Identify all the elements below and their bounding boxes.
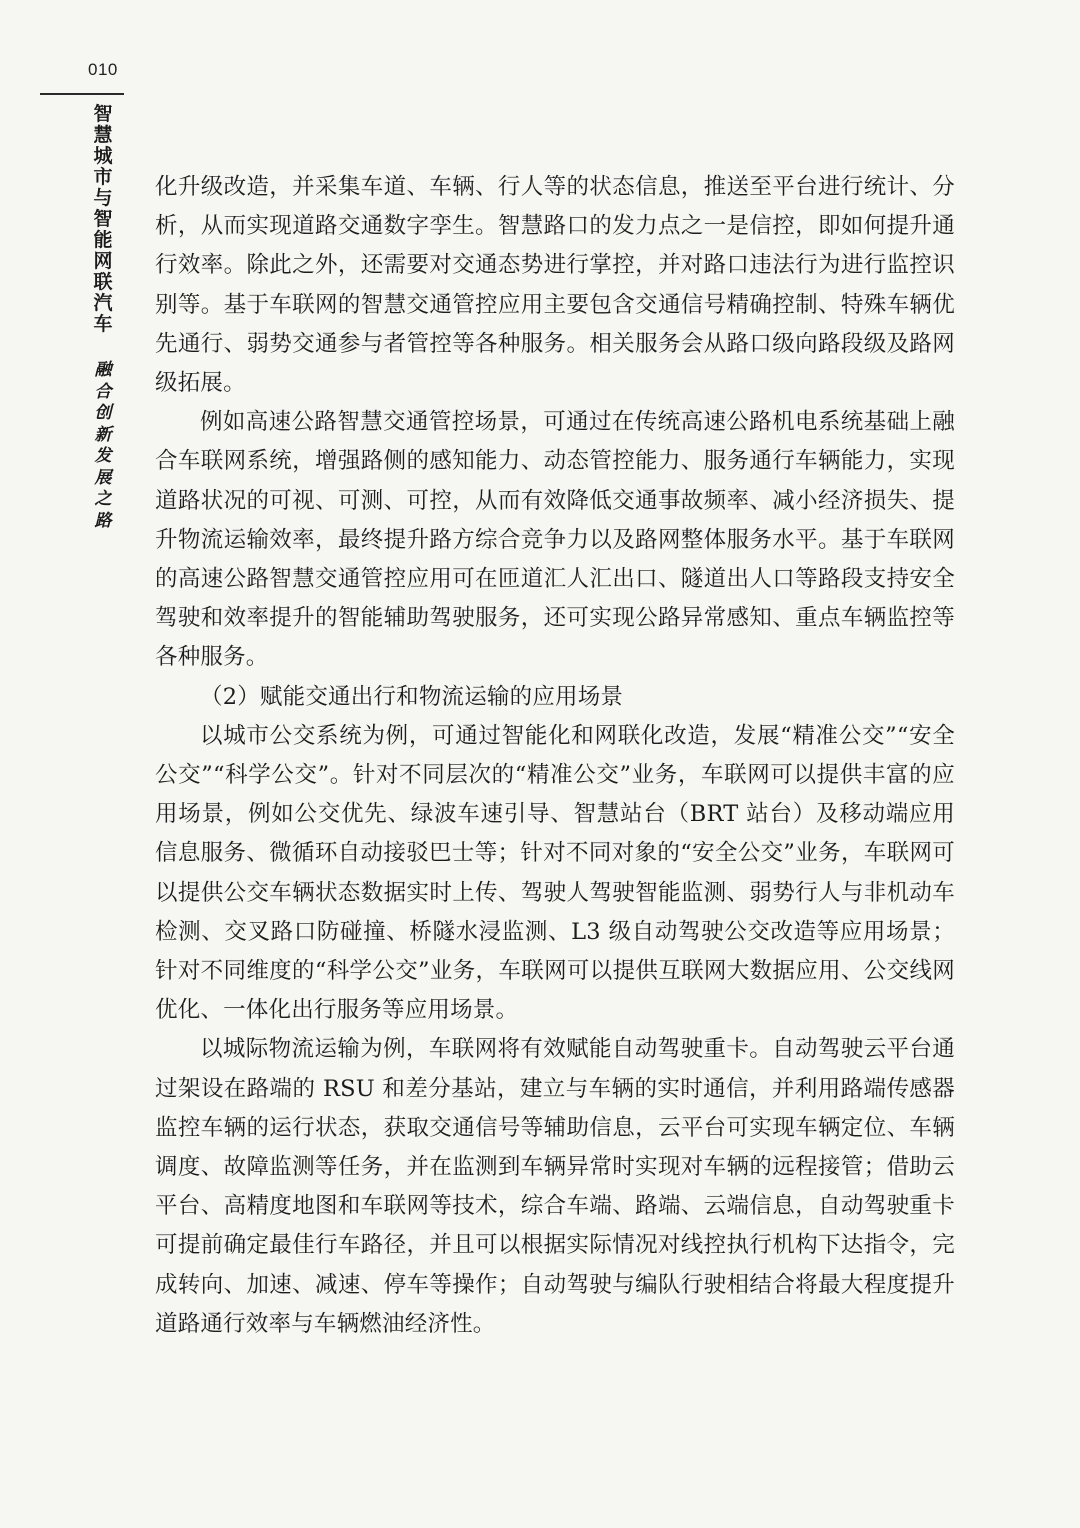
running-title: 智 慧 城 市 与 智 能 网 联 汽 车 xyxy=(93,103,113,335)
paragraph: 以城际物流运输为例，车联网将有效赋能自动驾驶重卡。自动驾驶云平台通过架设在路端的 RSU 和差分基站，建立与车辆的实时通信，并利用路端传感器监控车辆的运行状态，获取交通信号等辅助信息，云平台可实现车辆定位、车辆调度、故障监测等任务，并在监测到车辆异常时实现对车辆的远程接管；借助云平台、高精度地图和车联网等技术，综合车端、路端、云端信息，自动驾驶重卡可提前确定最佳行车路径，并且可以根据实际情况对线控执行机构下达指令，完成转向、加速、减速、停车等操作；自动驾驶与编队行驶相结合将最大程度提升道路通行效率与车辆燃油经济性。 xyxy=(155,1036,955,1337)
paragraph: 以城市公交系统为例，可通过智能化和网联化改造，发展“精准公交”“安全公交”“科学公交”。针对不同层次的“精准公交”业务，车联网可以提供丰富的应用场景，例如公交优先、绿波车速引导、智慧站台（BRT 站台）及移动端应用信息服务、微循环自动接驳巴士等；针对不同对象的“安全公交”业务，车联网可以提供公交车辆状态数据实时上传、驾驶人驾驶智能监测、弱势行人与非机动车检测、交叉路口防碰撞、桥隧水浸监测、L3 级自动驾驶公交改造等应用场景；针对不同维度的“科学公交”业务，车联网可以提供互联网大数据应用、公交线网优化、一体化出行服务等应用场景。 xyxy=(155,722,955,1024)
body-text xyxy=(155,168,955,1344)
paragraph: 例如高速公路智慧交通管控场景，可通过在传统高速公路机电系统基础上融合车联网系统，增强路侧的感知能力、动态管控能力、服务通行车辆能力，实现道路状况的可视、可测、可控，从而有效降低交通事故频率、减小经济损失、提升物流运输效率，最终提升路方综合竞争力以及路网整体服务水平。基于车联网的高速公路智慧交通管控应用可在匝道汇人汇出口、隧道出人口等路段支持安全驾驶和效率提升的智能辅助驾驶服务，还可实现公路异常感知、重点车辆监控等各种服务。 xyxy=(155,409,955,671)
section-heading: （2）赋能交通出行和物流运输的应用场景 xyxy=(200,683,624,710)
paragraph: 化升级改造，并采集车道、车辆、行人等的状态信息，推送至平台进行统计、分析，从而实现道路交通数字孪生。智慧路口的发力点之一是信控，即如何提升通行效率。除此之外，还需要对交通态势进行掌控，并对路口违法行为进行监控识别等。基于车联网的智慧交通管控应用主要包含交通信号精确控制、特殊车辆优先通行、弱势交通参与者管控等各种服务。相关服务会从路口级向路段级及路网级拓展。 xyxy=(155,174,955,397)
page-number: 010 xyxy=(88,60,118,79)
running-subtitle: 融 合 创 新 发 展 之 路 xyxy=(94,360,112,531)
header-rule xyxy=(40,93,124,95)
